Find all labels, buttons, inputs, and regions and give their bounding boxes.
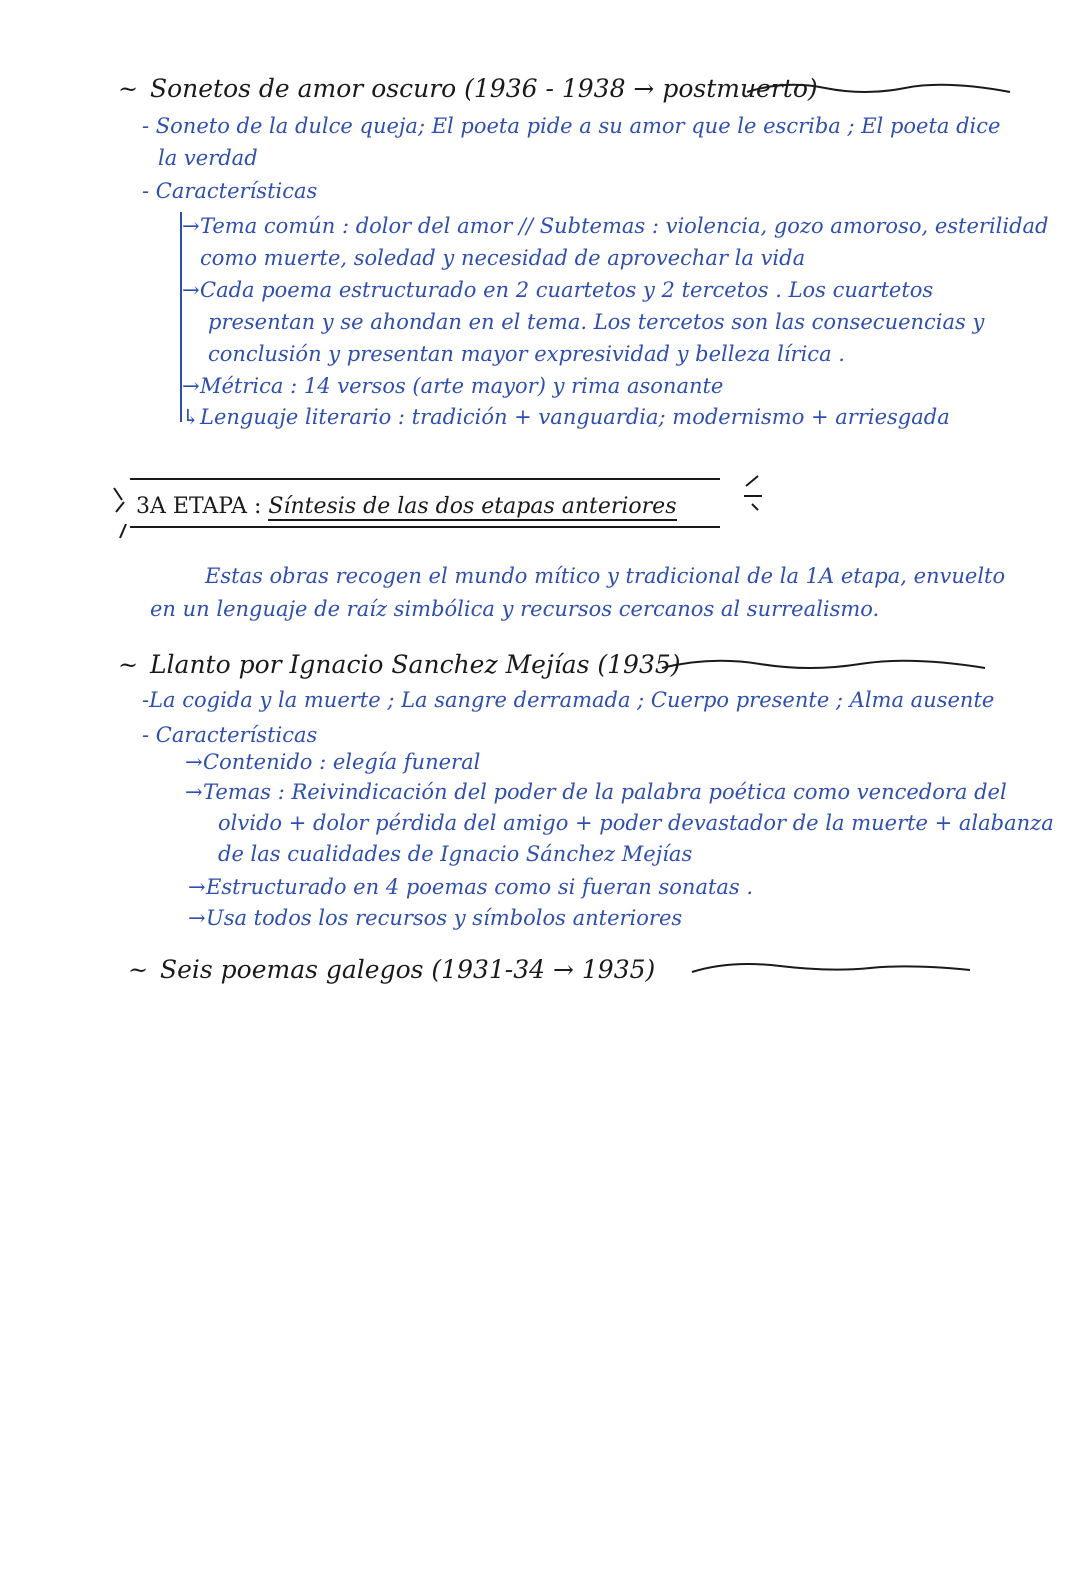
- section1-item: como muerte, soledad y necesidad de aprovechar la vida: [200, 246, 806, 270]
- tilde-bullet-icon: ~: [118, 651, 139, 679]
- section2-item: olvido + dolor pérdida del amigo + poder devastador de la muerte + alabanza: [218, 811, 1054, 835]
- tilde-bullet-icon: ~: [128, 956, 149, 984]
- section1-characteristics-label: - Características: [142, 179, 318, 203]
- arrow-icon: →: [182, 214, 200, 238]
- section2-subtitle: -La cogida y la muerte ; La sangre derramada ; Cuerpo presente ; Alma ausente: [142, 688, 995, 712]
- etapa-paragraph-line2: en un lenguaje de raíz simbólica y recursos cercanos al surrealismo.: [150, 597, 880, 621]
- arrow-icon: →: [185, 780, 203, 804]
- section1-item: Tema común : dolor del amor // Subtemas : violencia, gozo amoroso, esterilidad: [200, 214, 1049, 238]
- section1-item-row: [182, 403, 950, 431]
- section1-item: Lenguaje literario : tradición + vanguardia; modernismo + arriesgada: [200, 405, 950, 429]
- etapa-title: Síntesis de las dos etapas anteriores: [268, 494, 677, 519]
- arrow-icon: →: [182, 374, 200, 398]
- arrow-icon: ↳: [182, 405, 200, 429]
- section1-item-row: [182, 212, 1049, 240]
- section2-heading: Llanto por Ignacio Sanchez Mejías (1935): [149, 650, 681, 679]
- section2-heading-row: [118, 651, 681, 679]
- arrow-icon: →: [185, 750, 203, 774]
- section1-subtitle-line2: la verdad: [158, 146, 258, 170]
- section2-item: Usa todos los recursos y símbolos anteriores: [206, 906, 683, 930]
- etapa-bottom-rule: [130, 526, 720, 528]
- section1-item: Métrica : 14 versos (arte mayor) y rima asonante: [200, 374, 724, 398]
- section1-item: Cada poema estructurado en 2 cuartetos y 2 tercetos . Los cuartetos: [200, 278, 934, 302]
- section2-item-row: [185, 778, 1007, 806]
- section1-heading-row: [118, 75, 818, 103]
- section2-item: Estructurado en 4 poemas como si fueran sonatas .: [206, 875, 754, 899]
- section1-item: presentan y se ahondan en el tema. Los tercetos son las consecuencias y: [208, 310, 985, 334]
- section2-item: de las cualidades de Ignacio Sánchez Mejías: [218, 842, 693, 866]
- section1-subtitle-line1: - Soneto de la dulce queja; El poeta pide a su amor que le escriba ; El poeta dice: [142, 114, 1001, 138]
- etapa-paragraph-line1: Estas obras recogen el mundo mítico y tradicional de la 1A etapa, envuelto: [205, 564, 1006, 588]
- etapa-right-marks-icon: [740, 472, 770, 522]
- swash-decoration-icon: [690, 958, 975, 980]
- swash-decoration-icon: [660, 654, 990, 676]
- section2-item: Temas : Reivindicación del poder de la palabra poética como vencedora del: [203, 780, 1007, 804]
- etapa-left-marks-icon: [108, 484, 138, 544]
- arrow-icon: →: [188, 875, 206, 899]
- section2-item-row: [188, 904, 682, 932]
- etapa-row: [136, 493, 677, 521]
- section3-heading-row: [128, 956, 655, 984]
- etapa-top-rule: [130, 478, 720, 480]
- tilde-bullet-icon: ~: [118, 75, 139, 103]
- section2-characteristics-label: - Características: [142, 723, 318, 747]
- etapa-label: 3A ETAPA :: [136, 494, 262, 519]
- section2-item: Contenido : elegía funeral: [203, 750, 481, 774]
- section1-item: conclusión y presentan mayor expresividad y belleza lírica .: [208, 342, 845, 366]
- section2-item-row: [185, 748, 480, 776]
- section1-heading: Sonetos de amor oscuro (1936 - 1938 → postmuerto): [149, 74, 818, 103]
- swash-decoration-icon: [745, 78, 1015, 100]
- section1-item-row: [182, 372, 723, 400]
- section3-heading: Seis poemas galegos (1931-34 → 1935): [159, 955, 656, 984]
- arrow-icon: →: [182, 278, 200, 302]
- section2-item-row: [188, 873, 753, 901]
- section1-item-row: [182, 276, 933, 304]
- arrow-icon: →: [188, 906, 206, 930]
